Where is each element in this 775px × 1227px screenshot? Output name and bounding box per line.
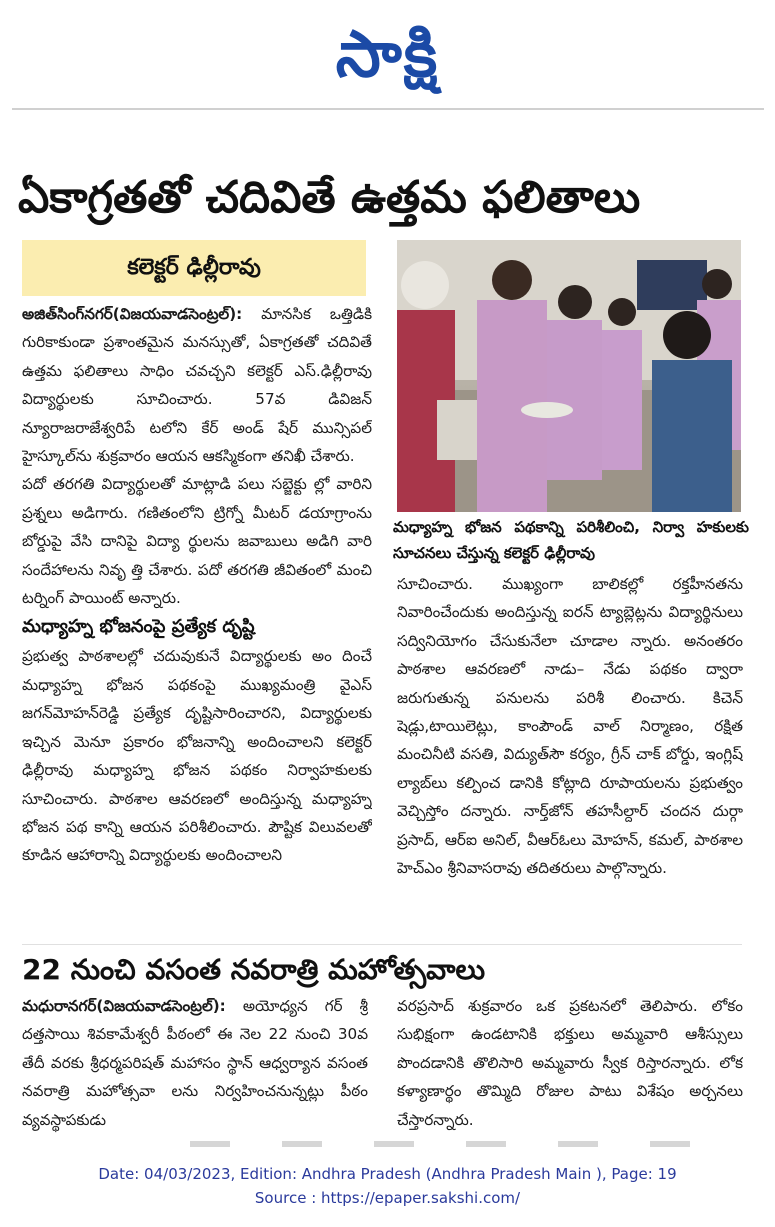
news-photo — [397, 240, 741, 512]
divider — [22, 944, 742, 945]
paragraph — [22, 992, 368, 1134]
photo-caption: మధ్యాహ్న భోజన పథకాన్ని పరిశీలించి, నిర్వా హకులకు సూచనలు చేస్తున్న కలెక్టర్ ఢిల్లీరావు — [393, 518, 749, 562]
paragraph: వరప్రసాద్ శుక్రవారం ఒక ప్రకటనలో తెలిపారు. లోకం సుభిక్షంగా ఉండటానికి భక్తులు అమ్మవారి ఆశీస్సులు పొందడానికి తొలిసారి అమ్మవారు స్వీక రిస్తారన్నారు. లోక కళ్యాణార్థం తొమ్మిది రోజుల పాటు విశేషం అర్చనలు చేస్తారన్నారు. — [397, 997, 743, 1129]
paragraph: పదో తరగతి విద్యార్థులతో మాట్లాడి పలు సబ్జెక్టు ల్లో వారిని ప్రశ్నలు అడిగారు. గణితంలోని ట్రిగ్నో మీటర్ డయాగ్రాంను బోర్డుపై వేసి దానిపై విద్యా ర్థులను జవాబులు అడిగి వారి సందేహాలను నివృ త్తి చేశారు. పదో తరగతి జీవితంలో మంచి టర్నింగ్ పాయింట్ అన్నారు. — [22, 475, 372, 608]
divider — [12, 108, 764, 110]
photo-illustration — [397, 240, 741, 512]
story-left-column — [22, 300, 372, 942]
headline-secondary: 22 నుంచి వసంత నవరాత్రి మహోత్సవాలు — [22, 953, 486, 986]
paragraph: ప్రభుత్వ పాఠశాలల్లో చదువుకునే విద్యార్థులకు అం దించే మధ్యాహ్న భోజన పథకంపై ముఖ్యమంత్రి వైఎస్ జగన్‌మోహన్‌రెడ్డి ప్రత్యేక దృష్టిసారించారని, విద్యార్థులకు ఇచ్చిన మెనూ ప్రకారం భోజనాన్ని అందించాలని కలెక్టర్ ఢిల్లీరావు మధ్యాహ్న భోజన పథకం నిర్వాహకులకు సూచించారు. పాఠశాల ఆవరణలో అందిస్తున్న మధ్యాహ్న భోజన పథ కాన్ని ఆయన పరిశీలించారు. పౌష్టిక విలువలతో కూడిన ఆహారాన్ని విద్యార్థులకు అందించాలని — [22, 647, 372, 865]
paragraph-text: మానసిక ఒత్తిడికి గురికాకుండా ప్రశాంతమైన మనస్సుతో, ఏకాగ్రతతో చదివితే ఉత్తమ ఫలితాలు సాధిం చవచ్చని కలెక్టర్ ఎస్.ఢిల్లీరావు విద్యార్థులకు సూచించారు. 57వ డివిజన్ న్యూరాజరాజేశ్వరిపే టలోని కేర్ అండ్ షేర్ మున్సిపల్ హైస్కూల్‌ను శుక్రవారం ఆయన ఆకస్మికంగా తనిఖీ చేశారు. — [22, 305, 372, 466]
story2-right-column — [397, 992, 743, 1142]
masthead-logo: సాక్షి — [335, 18, 440, 92]
dateline: అజిత్‌సింగ్‌నగర్(విజయవాడసెంట్రల్): — [22, 305, 243, 323]
headline: ఏకాగ్రతతో చదివితే ఉత్తమ ఫలితాలు — [18, 172, 641, 223]
paragraph — [22, 300, 372, 470]
story2-left-column — [22, 992, 368, 1142]
paragraph: సూచించారు. ముఖ్యంగా బాలికల్లో రక్తహీనతను నివారించేందుకు అందిస్తున్న ఐరన్ ట్యాబ్లెట్లను విద్యార్థినులు సద్వినియోగం చేసుకునేలా చూడాల న్నారు. అనంతరం పాఠశాల ఆవరణలో నాడు– నేడు పథకం ద్వారా జరుగుతున్న పనులను పరిశీ లించారు. కిచెన్ షెడ్లు,టాయిలెట్లు, కాంపౌండ్ వాల్ నిర్మాణం, రక్షిత మంచినీటి వసతి, విద్యుత్‌సౌ కర్యం, గ్రీన్ చాక్ బోర్డు, ఇంగ్లిష్ ల్యాబ్‌లు కల్పించ డానికి కోట్లాది రూపాయలను ప్రభుత్వం వెచ్చిస్తోం దన్నారు. నార్త్‌జోన్ తహసీల్దార్ చందన దుర్గా ప్రసాద్, ఆర్ఐ అనిల్, వీఆర్ఓలు మోహన్, కమల్, పాఠశాల హెచ్ఎం శ్రీనివాసరావు తదితరులు పాల్గొన్నారు. — [397, 575, 743, 878]
story-right-column — [397, 570, 743, 942]
footer-source: Source : https://epaper.sakshi.com/ — [254, 1189, 521, 1207]
dateline: మధురానగర్(విజయవాడసెంట్రల్): — [22, 997, 226, 1015]
decorative-dots — [190, 1141, 730, 1147]
footer-edition-info: Date: 04/03/2023, Edition: Andhra Pradesh (Andhra Pradesh Main ), Page: 19 — [98, 1165, 677, 1183]
subheading: మధ్యాహ్న భోజనంపై ప్రత్యేక దృష్టి — [22, 616, 255, 638]
paragraph-text: అయోధ్యన గర్ శ్రీ దత్తసాయి శివకామేశ్వరీ పీఠంలో ఈ నెల 22 నుంచి 30వ తేదీ వరకు శ్రీధర్మపరిషత్ మహాసం స్థాన్ ఆధ్వర్యాన వసంత నవరాత్రి మహోత్సవా లను నిర్వహించనున్నట్లు పీఠం వ్యవస్థాపకుడు — [22, 997, 368, 1129]
byline: కలెక్టర్ ఢిల్లీరావు — [22, 240, 366, 296]
